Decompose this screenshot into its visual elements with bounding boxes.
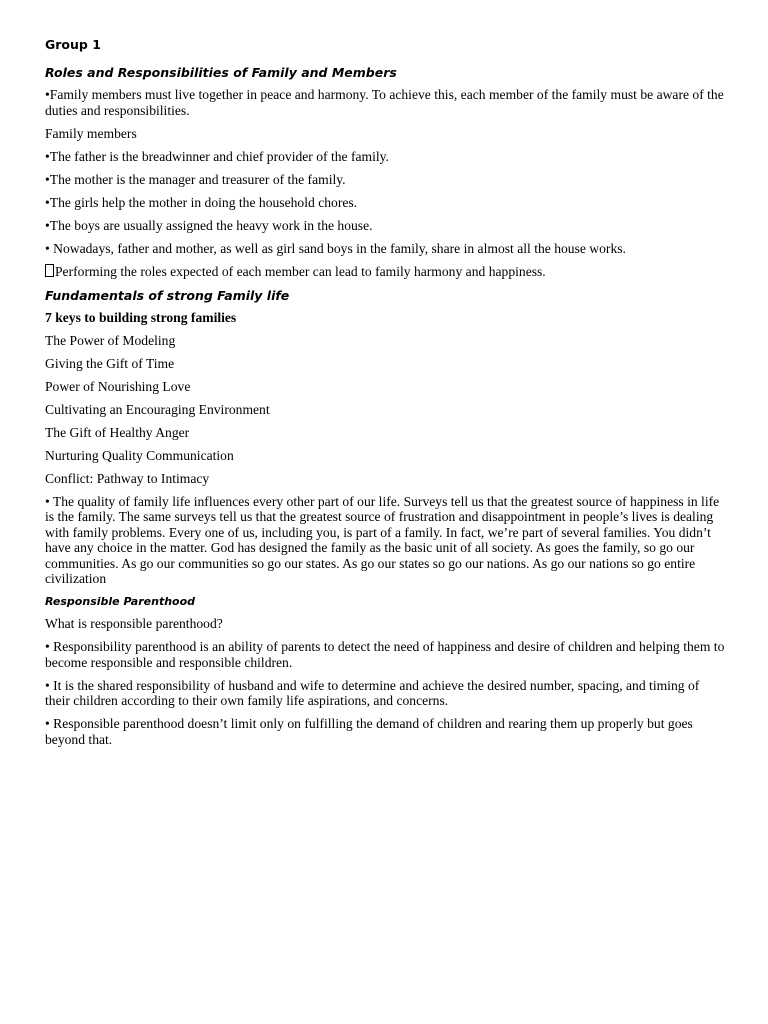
paragraph: • It is the shared responsibility of husband and wife to determine and achieve the desired number, spacing, and timing of their children according to their own family life aspirations, and concerns. [45,677,700,708]
section-heading-parenthood: Responsible Parenthood [45,595,196,608]
key-item: The Power of Modeling [45,332,176,348]
group-heading: Group 1 [45,37,101,52]
section-heading-roles: Roles and Responsibilities of Family and Members [45,65,397,80]
paragraph: • Nowadays, father and mother, as well as girl sand boys in the family, share in almost all the house works. [45,240,626,256]
document-page [45,36,725,755]
key-item: Nurturing Quality Communication [45,447,234,463]
paragraph-last [45,264,725,280]
paragraph: •The mother is the manager and treasurer of the family. [45,171,346,187]
missing-glyph-box-icon [45,264,54,277]
paragraph: •Family members must live together in peace and harmony. To achieve this, each member of the family must be aware of the duties and responsibilities. [45,87,724,118]
key-item: The Gift of Healthy Anger [45,424,190,440]
paragraph: Family members [45,125,137,141]
key-item: Cultivating an Encouraging Environment [45,401,270,417]
key-item: Power of Nourishing Love [45,378,191,394]
parenthood-question: What is responsible parenthood? [45,616,223,631]
paragraph: • Responsible parenthood doesn’t limit only on fulfilling the demand of children and rearing them up properly but goes beyond that. [45,716,693,747]
paragraph: •The father is the breadwinner and chief provider of the family. [45,148,389,164]
key-item: Conflict: Pathway to Intimacy [45,470,210,486]
paragraph: •The boys are usually assigned the heavy work in the house. [45,217,373,233]
section-heading-fundamentals: Fundamentals of strong Family life [45,287,290,303]
paragraph-last-text: Performing the roles expected of each member can lead to family harmony and happiness. [55,263,546,279]
paragraph: •The girls help the mother in doing the household chores. [45,194,358,210]
paragraph: • Responsibility parenthood is an ability of parents to detect the need of happiness and desire of children and helping them to become responsible and responsible children. [45,639,725,670]
family-life-paragraph: • The quality of family life influences every other part of our life. Surveys tell us that the greatest source of happiness in life is the family. The same surveys tell us that the greatest source of frustration and disappointment in people’s lives is dealing with family problems. Every one of us, including you, is part of a family. In fact, we’re part of several families. You didn’t have any choice in the matter. God has designed the family as the basic unit of all society. As goes the family, so go our communities. As go our communities so go our states. As go our states so go our nations. As go our nations so go entire civilization [45,493,720,586]
keys-heading: 7 keys to building strong families [45,309,237,325]
key-item: Giving the Gift of Time [45,355,175,371]
